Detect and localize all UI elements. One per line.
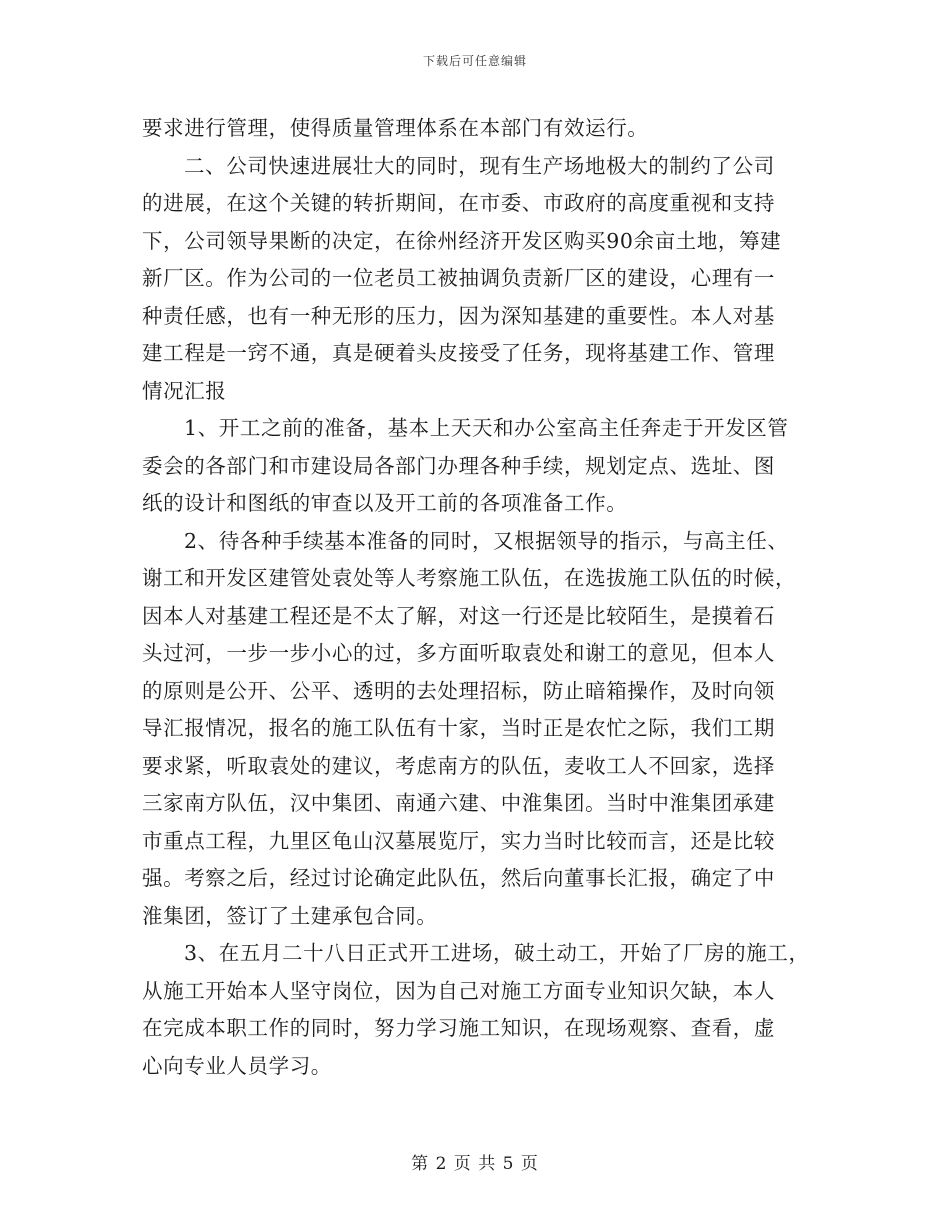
text-line: 心向专业人员学习。 bbox=[142, 1053, 332, 1078]
text-line: 因本人对基建工程还是不太了解，对这一行还是比较陌生，是摸着石 bbox=[142, 603, 775, 628]
text-line: 淮集团，签订了土建承包合同。 bbox=[142, 903, 438, 928]
text-line: 的原则是公开、公平、透明的去处理招标，防止暗箱操作，及时向领 bbox=[142, 678, 775, 703]
text-line: 新厂区。作为公司的一位老员工被抽调负责新厂区的建设，心理有一 bbox=[142, 266, 775, 290]
text-line: 的进展，在这个关键的转折期间，在市委、市政府的高度重视和支持 bbox=[142, 191, 775, 215]
paragraph-start-line: 1、开工之前的准备，基本上天天和办公室高主任奔走于开发区管 bbox=[184, 416, 789, 440]
text-line: 从施工开始本人坚守岗位，因为自己对施工方面专业知识欠缺，本人 bbox=[142, 978, 775, 1003]
text-line: 建工程是一窍不通，真是硬着头皮接受了任务，现将基建工作、管理 bbox=[142, 341, 775, 365]
text-line: 市重点工程，九里区龟山汉墓展览厅，实力当时比较而言，还是比较 bbox=[142, 828, 775, 853]
text-line: 委会的各部门和市建设局各部门办理各种手续，规划定点、选址、图 bbox=[142, 453, 775, 478]
text-line: 下，公司领导果断的决定，在徐州经济开发区购买90余亩土地，筹建 bbox=[142, 228, 782, 253]
paragraph-start-line: 二、公司快速进展壮大的同时，现有生产场地极大的制约了公司 bbox=[184, 153, 775, 178]
text-line: 三家南方队伍，汉中集团、南通六建、中淮集团。当时中淮集团承建 bbox=[142, 791, 775, 815]
paragraph-start-line: 2、待各种手续基本准备的同时，又根据领导的指示，与高主任、 bbox=[184, 528, 789, 553]
page-number-footer: 第 2 页 共 5 页 bbox=[411, 1154, 539, 1174]
text-line: 种责任感，也有一种无形的压力，因为深知基建的重要性。本人对基 bbox=[142, 303, 775, 328]
text-line: 头过河，一步一步小心的过，多方面听取袁处和谢工的意见，但本人 bbox=[142, 641, 775, 665]
text-line: 在完成本职工作的同时，努力学习施工知识，在现场观察、查看，虚 bbox=[142, 1016, 775, 1040]
text-line: 要求进行管理，使得质量管理体系在本部门有效运行。 bbox=[142, 116, 649, 140]
text-line: 谢工和开发区建管处袁处等人考察施工队伍，在选拔施工队伍的时候， bbox=[142, 566, 797, 590]
text-line: 导汇报情况，报名的施工队伍有十家，当时正是农忙之际，我们工期 bbox=[142, 716, 775, 740]
page-header-note: 下载后可任意编辑 bbox=[422, 54, 527, 68]
paragraph-start-line: 3、在五月二十八日正式开工进场，破土动工，开始了厂房的施工， bbox=[184, 941, 810, 965]
text-line: 强。考察之后，经过讨论确定此队伍，然后向董事长汇报，确定了中 bbox=[142, 866, 775, 890]
text-line: 纸的设计和图纸的审查以及开工前的各项准备工作。 bbox=[142, 491, 628, 515]
text-line: 要求紧，听取袁处的建议，考虑南方的队伍，麦收工人不回家，选择 bbox=[142, 753, 775, 778]
document-body bbox=[142, 110, 822, 1085]
text-line: 情况汇报 bbox=[142, 378, 227, 403]
